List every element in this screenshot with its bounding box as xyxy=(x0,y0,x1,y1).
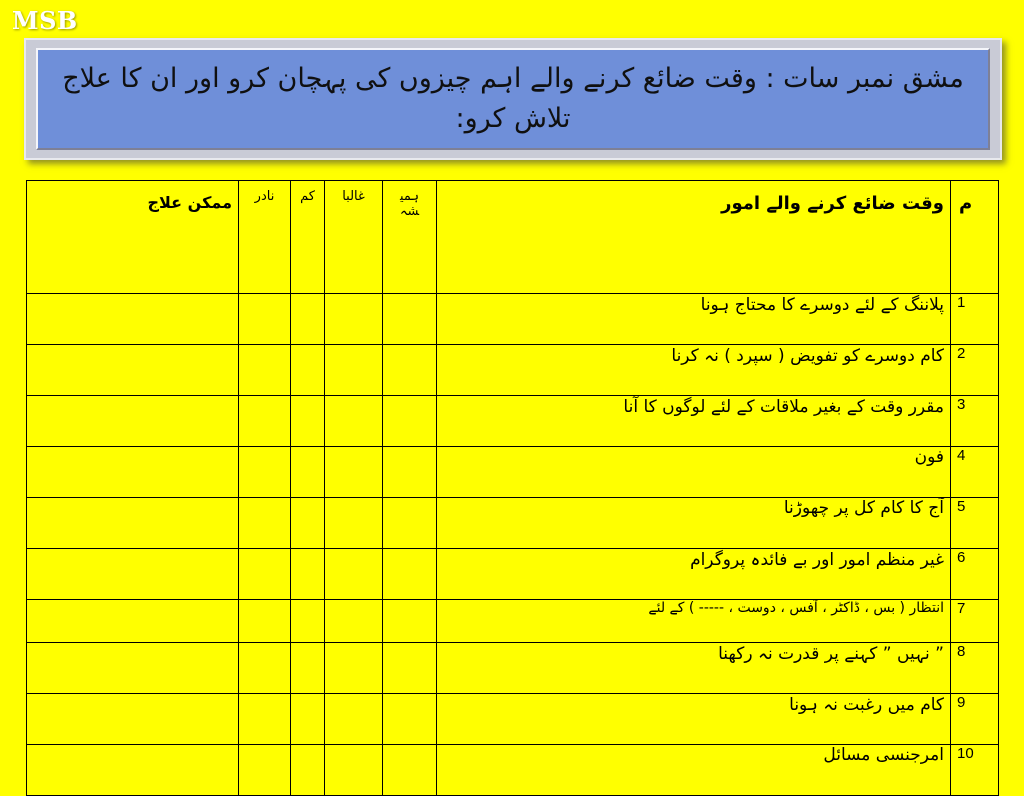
table-row xyxy=(27,345,999,396)
cell-seldom[interactable] xyxy=(239,600,291,643)
cell-remedy[interactable] xyxy=(27,447,239,498)
cell-remedy[interactable] xyxy=(27,600,239,643)
cell-always[interactable] xyxy=(383,447,437,498)
cell-always[interactable] xyxy=(383,345,437,396)
table-row xyxy=(27,396,999,447)
cell-always[interactable] xyxy=(383,600,437,643)
row-item: آج کا کام کل پر چھوڑنا xyxy=(437,498,951,549)
table-row xyxy=(27,498,999,549)
cell-always[interactable] xyxy=(383,294,437,345)
cell-always[interactable] xyxy=(383,549,437,600)
header-always: ہمیشہ xyxy=(383,181,437,294)
cell-seldom[interactable] xyxy=(239,745,291,796)
cell-seldom[interactable] xyxy=(239,396,291,447)
row-item: ” نہیں ” کہنے پر قدرت نہ رکھنا xyxy=(437,643,951,694)
row-item: مقرر وقت کے بغیر ملاقات کے لئے لوگوں کا آنا xyxy=(437,396,951,447)
table-row xyxy=(27,600,999,643)
exercise-title: مشق نمبر سات : وقت ضائع کرنے والے اہم چیزوں کی پہچان کرو اور ان کا علاج تلاش کرو: xyxy=(62,62,964,134)
header-item: وقت ضائع کرنے والے امور xyxy=(437,181,951,294)
cell-less[interactable] xyxy=(291,694,325,745)
cell-less[interactable] xyxy=(291,498,325,549)
row-item: امرجنسی مسائل xyxy=(437,745,951,796)
cell-seldom[interactable] xyxy=(239,345,291,396)
cell-always[interactable] xyxy=(383,745,437,796)
cell-less[interactable] xyxy=(291,447,325,498)
cell-remedy[interactable] xyxy=(27,498,239,549)
row-item: غیر منظم امور اور بے فائدہ پروگرام xyxy=(437,549,951,600)
table-row xyxy=(27,694,999,745)
header-row xyxy=(27,181,999,294)
cell-seldom[interactable] xyxy=(239,549,291,600)
row-item: کام میں رغبت نہ ہونا xyxy=(437,694,951,745)
row-number: 6 xyxy=(951,549,999,600)
cell-less[interactable] xyxy=(291,643,325,694)
cell-always[interactable] xyxy=(383,694,437,745)
title-inner-panel xyxy=(36,48,990,150)
cell-less[interactable] xyxy=(291,396,325,447)
cell-remedy[interactable] xyxy=(27,643,239,694)
title-banner xyxy=(24,38,1002,160)
cell-remedy[interactable] xyxy=(27,345,239,396)
table-row xyxy=(27,745,999,796)
time-wasters-table xyxy=(26,180,999,796)
table-row xyxy=(27,447,999,498)
row-number: 5 xyxy=(951,498,999,549)
table-row xyxy=(27,643,999,694)
cell-often[interactable] xyxy=(325,498,383,549)
row-number: 3 xyxy=(951,396,999,447)
header-remedy: ممکن علاج xyxy=(27,181,239,294)
cell-seldom[interactable] xyxy=(239,447,291,498)
cell-always[interactable] xyxy=(383,396,437,447)
row-number: 8 xyxy=(951,643,999,694)
row-number: 9 xyxy=(951,694,999,745)
cell-often[interactable] xyxy=(325,447,383,498)
cell-often[interactable] xyxy=(325,549,383,600)
cell-always[interactable] xyxy=(383,498,437,549)
cell-seldom[interactable] xyxy=(239,294,291,345)
cell-often[interactable] xyxy=(325,694,383,745)
table-row xyxy=(27,549,999,600)
row-number: 2 xyxy=(951,345,999,396)
row-number: 1 xyxy=(951,294,999,345)
msb-logo: MSB xyxy=(12,6,78,35)
header-often: غالبا xyxy=(325,181,383,294)
cell-always[interactable] xyxy=(383,643,437,694)
cell-remedy[interactable] xyxy=(27,549,239,600)
cell-less[interactable] xyxy=(291,745,325,796)
table-row xyxy=(27,294,999,345)
cell-seldom[interactable] xyxy=(239,694,291,745)
cell-less[interactable] xyxy=(291,345,325,396)
cell-seldom[interactable] xyxy=(239,498,291,549)
cell-remedy[interactable] xyxy=(27,745,239,796)
cell-often[interactable] xyxy=(325,745,383,796)
cell-seldom[interactable] xyxy=(239,643,291,694)
row-item: پلاننگ کے لئے دوسرے کا محتاج ہونا xyxy=(437,294,951,345)
row-item: فون xyxy=(437,447,951,498)
cell-often[interactable] xyxy=(325,600,383,643)
cell-remedy[interactable] xyxy=(27,694,239,745)
row-number: 10 xyxy=(951,745,999,796)
cell-remedy[interactable] xyxy=(27,396,239,447)
header-seldom: نادر xyxy=(239,181,291,294)
cell-less[interactable] xyxy=(291,549,325,600)
cell-remedy[interactable] xyxy=(27,294,239,345)
header-less: کم xyxy=(291,181,325,294)
row-item: کام دوسرے کو تفویض ( سپرد ) نہ کرنا xyxy=(437,345,951,396)
cell-less[interactable] xyxy=(291,600,325,643)
cell-often[interactable] xyxy=(325,643,383,694)
cell-often[interactable] xyxy=(325,345,383,396)
row-item: انتظار ( بس ، ڈاکٹر ، آفس ، دوست ، ----- ) کے لئے xyxy=(437,600,951,643)
cell-often[interactable] xyxy=(325,294,383,345)
header-serial: م xyxy=(951,181,999,294)
cell-often[interactable] xyxy=(325,396,383,447)
row-number: 7 xyxy=(951,600,999,643)
row-number: 4 xyxy=(951,447,999,498)
cell-less[interactable] xyxy=(291,294,325,345)
